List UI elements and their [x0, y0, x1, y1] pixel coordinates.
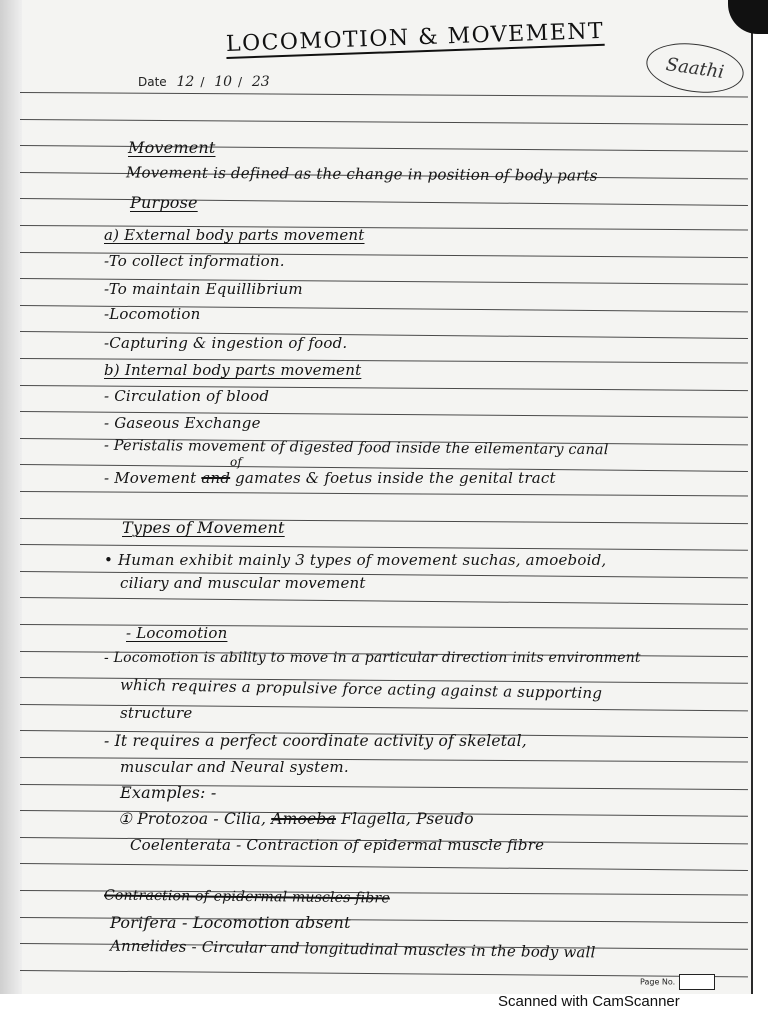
struck-amoeba: Amoeba [271, 810, 336, 828]
external-item-4: -Capturing & ingestion of food. [104, 334, 348, 352]
locomotion-line-2: which requires a propulsive force acting against a supporting [119, 675, 603, 703]
movement-heading: Movement [128, 138, 216, 157]
date-year: 23 [251, 74, 270, 90]
types-line-1: • Human exhibit mainly 3 types of movement suchas, amoeboid, [104, 551, 607, 569]
internal-item-4-start: - Movement [104, 469, 202, 487]
internal-item-3: - Peristalis movement of digested food inside the eilementary canal [103, 437, 609, 459]
example-coelenterata: Coelenterata - Contraction of epidermal muscle fibre [130, 836, 545, 854]
locomotion-line-4: - It requires a perfect coordinate activity of skeletal, [104, 732, 527, 750]
example-annelides: Annelides - Circular and longitudinal muscles in the body wall [109, 936, 596, 962]
locomotion-line-5: muscular and Neural system. [120, 758, 349, 776]
locomotion-heading: - Locomotion [126, 624, 228, 642]
page-number-box [679, 974, 715, 990]
internal-item-2: - Gaseous Exchange [104, 414, 261, 432]
page-number-field [640, 974, 715, 990]
brand-text: Saathi [664, 53, 726, 83]
examples-heading: Examples: - [120, 783, 217, 802]
external-item-1: -To collect information. [104, 252, 285, 270]
example-protozoa-start: ① Protozoa - Cilia, [118, 810, 272, 828]
date-label: Date [138, 75, 167, 89]
date-month: 10 [214, 74, 233, 90]
internal-item-1: - Circulation of blood [104, 387, 270, 405]
internal-item-4-end: gamates & foetus inside the genital tract [230, 469, 556, 487]
external-item-2: -To maintain Equillibrium [104, 280, 303, 298]
page-title: LOCOMOTION & MOVEMENT [225, 18, 605, 57]
date-day: 12 [176, 74, 195, 90]
date-field: Date 12 / 10 / 23 [138, 74, 270, 90]
purpose-heading: Purpose [130, 193, 198, 212]
page-number-label: Page No. [640, 977, 676, 987]
correction-above: of [230, 455, 243, 469]
types-heading: Types of Movement [122, 518, 285, 537]
locomotion-line-1: - Locomotion is ability to move in a particular direction inits environment [104, 650, 641, 666]
internal-movement-heading: b) Internal body parts movement [104, 361, 362, 379]
external-item-3: -Locomotion [104, 305, 201, 323]
notebook-binding-edge [0, 0, 22, 994]
example-protozoa [118, 810, 474, 828]
example-protozoa-end: Flagella, Pseudo [335, 810, 474, 828]
scanner-watermark: Scanned with CamScanner [498, 993, 680, 1010]
types-line-2: ciliary and muscular movement [120, 574, 366, 592]
external-movement-heading: a) External body parts movement [104, 226, 365, 244]
movement-definition: Movement is defined as the change in position of body parts [125, 163, 598, 185]
struck-out-line: Contraction of epidermal muscles fibre [103, 887, 390, 907]
internal-item-4 [104, 469, 556, 487]
locomotion-line-3: structure [120, 704, 193, 722]
example-porifera: Porifera - Locomotion absent [110, 913, 351, 932]
struck-word: and [201, 469, 231, 487]
